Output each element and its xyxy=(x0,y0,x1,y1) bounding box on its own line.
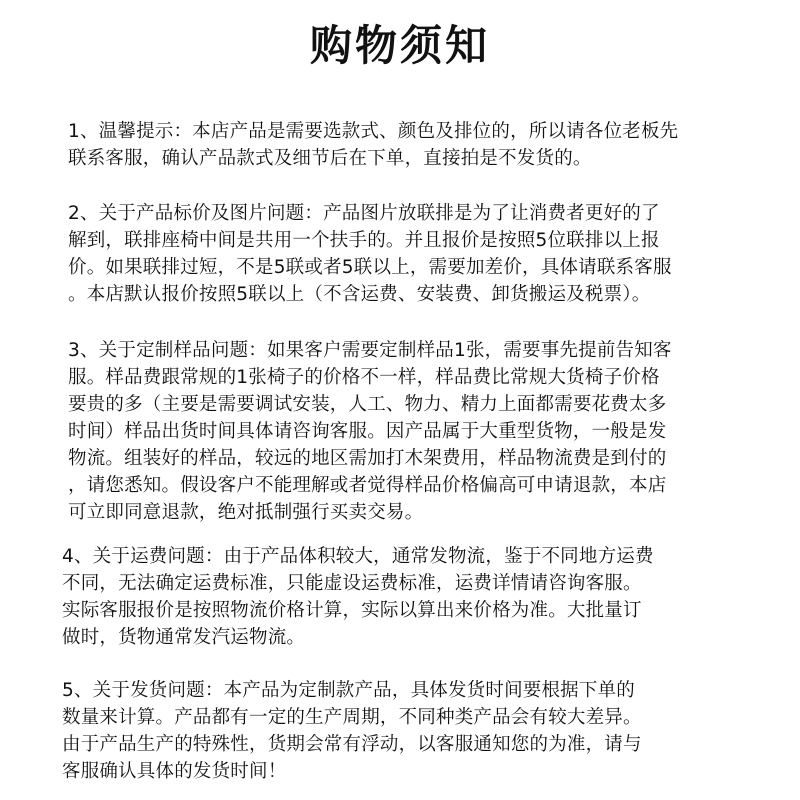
section-line: 实际客服报价是按照物流价格计算，实际以算出来价格为准。大批量订 xyxy=(62,600,642,621)
section-line: 服。样品费跟常规的1张椅子的价格不一样，样品费比常规大货椅子价格 xyxy=(68,367,660,388)
section-line: 2、关于产品标价及图片问题：产品图片放联排是为了让消费者更好的了 xyxy=(68,203,660,224)
notice-section-1 xyxy=(68,118,678,172)
page-title: 购物须知 xyxy=(309,21,490,70)
section-line: 联系客服，确认产品款式及细节后在下单，直接拍是不发货的。 xyxy=(68,148,592,169)
section-line: ，请您悉知。假设客户不能理解或者觉得样品价格偏高可申请退款，本店 xyxy=(68,475,667,496)
section-line: 客服确认具体的发货时间！ xyxy=(62,761,287,782)
section-line: 4、关于运费问题：由于产品体积较大，通常发物流，鉴于不同地方运费 xyxy=(62,546,654,567)
section-line: 价。如果联排过短，不是5联或者5联以上，需要加差价，具体请联系客服 xyxy=(68,257,672,278)
section-line: 。本店默认报价按照5联以上（不含运费、安装费、卸货搬运及税票）。 xyxy=(68,284,651,305)
notice-section-2 xyxy=(68,200,672,308)
section-line: 由于产品生产的特殊性，货期会常有浮动，以客服通知您的为准，请与 xyxy=(62,734,642,755)
section-line: 不同，无法确定运费标准，只能虚设运费标准，运费详情请咨询客服。 xyxy=(62,573,642,594)
section-line: 1、温馨提示：本店产品是需要选款式、颜色及排位的，所以请各位老板先 xyxy=(68,121,679,142)
section-line: 解到，联排座椅中间是共用一个扶手的。并且报价是按照5位联排以上报 xyxy=(68,230,660,251)
notice-section-5 xyxy=(62,677,642,785)
notice-section-3 xyxy=(68,337,672,526)
notice-section-4 xyxy=(62,543,654,651)
section-line: 5、关于发货问题：本产品为定制款产品，具体发货时间要根据下单的 xyxy=(62,680,635,701)
section-line: 要贵的多（主要是需要调试安装，人工、物力、精力上面都需要花费太多 xyxy=(68,394,667,415)
section-line: 时间）样品出货时间具体请咨询客服。因产品属于大重型货物，一般是发 xyxy=(68,421,667,442)
section-line: 物流。组装好的样品，较远的地区需加打木架费用，样品物流费是到付的 xyxy=(68,448,667,469)
section-line: 3、关于定制样品问题：如果客户需要定制样品1张，需要事先提前告知客 xyxy=(68,340,672,361)
section-line: 做时，货物通常发汽运物流。 xyxy=(62,627,306,648)
section-line: 数量来计算。产品都有一定的生产周期，不同种类产品会有较大差异。 xyxy=(62,707,642,728)
section-line: 可立即同意退款，绝对抵制强行买卖交易。 xyxy=(68,502,424,523)
